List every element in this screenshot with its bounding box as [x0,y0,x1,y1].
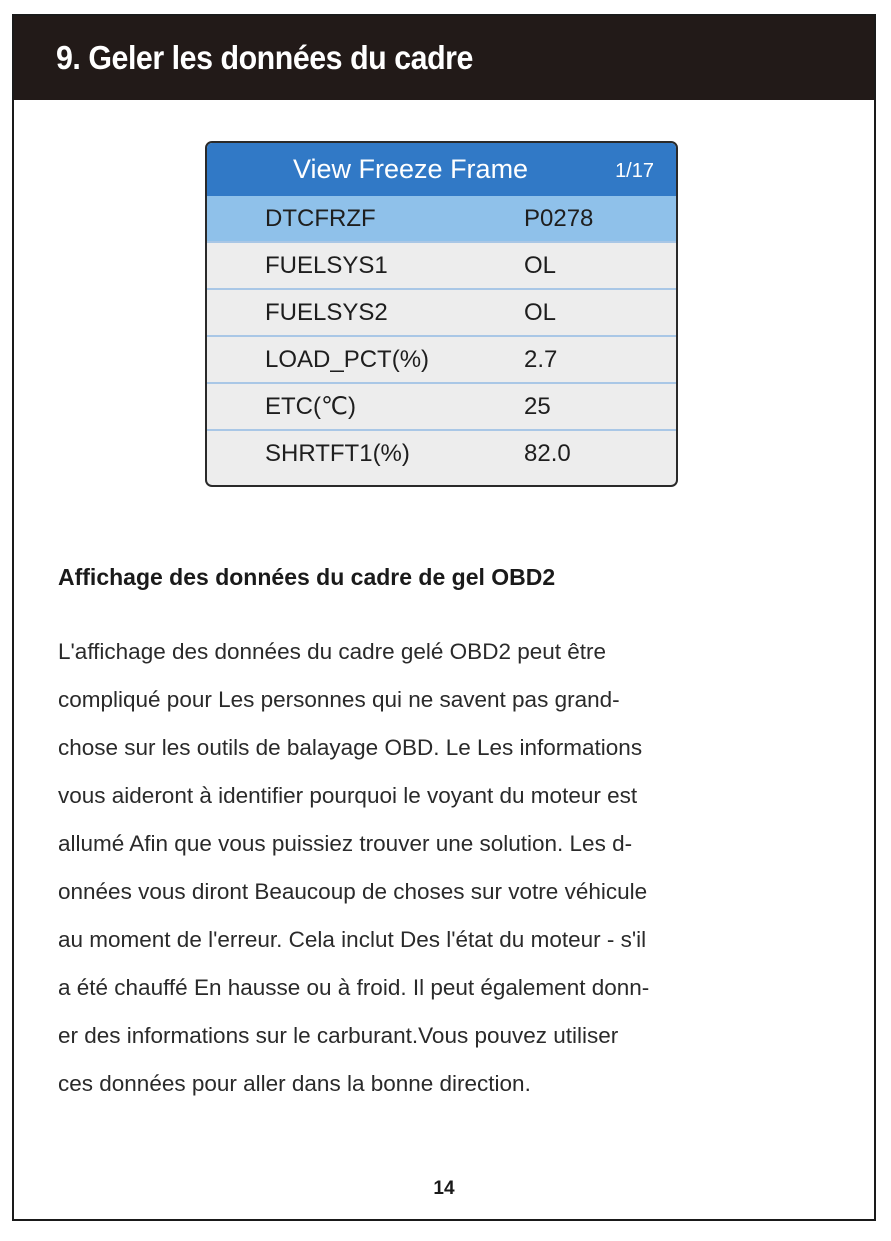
freeze-frame-row-etc[interactable] [207,384,676,431]
article-body [58,628,838,1108]
screen-title: View Freeze Frame [293,154,529,184]
row-value: OL [524,299,557,326]
body-line: ces données pour aller dans la bonne direction. [58,1071,531,1096]
row-value: OL [524,252,557,279]
freeze-frame-row-fuelsys1[interactable] [207,243,676,290]
section-title: 9. Geler les données du cadre [56,39,473,76]
section-header [14,16,874,100]
body-line: onnées vous diront Beaucoup de choses sur votre véhicule [58,879,648,904]
body-line: allumé Afin que vous puissiez trouver une solution. Les d- [58,831,633,856]
manual-page [12,14,876,1221]
row-label: DTCFRZF [265,205,376,232]
body-line: er des informations sur le carburant.Vous pouvez utiliser [58,1023,619,1048]
row-value: 82.0 [524,440,571,467]
body-line: chose sur les outils de balayage OBD. Le Les informations [58,735,643,760]
row-label: FUELSYS1 [265,252,388,279]
body-line: compliqué pour Les personnes qui ne savent pas grand- [58,687,620,712]
row-label: LOAD_PCT(%) [265,346,430,373]
freeze-frame-row-shrtft1[interactable] [207,431,676,478]
screen-titlebar [207,143,676,196]
row-label: FUELSYS2 [265,299,388,326]
freeze-frame-list [207,196,676,478]
row-value: 2.7 [524,346,558,373]
body-line: L'affichage des données du cadre gelé OBD2 peut être [58,639,607,664]
row-label: SHRTFT1(%) [265,440,410,467]
freeze-frame-row-fuelsys2[interactable] [207,290,676,337]
freeze-frame-screen [205,141,678,487]
article-heading: Affichage des données du cadre de gel OBD2 [58,564,556,590]
freeze-frame-row-load-pct[interactable] [207,337,676,384]
screen-page-indicator: 1/17 [615,160,654,182]
freeze-frame-row-dtcfrzf[interactable] [207,196,676,243]
body-line: vous aideront à identifier pourquoi le voyant du moteur est [58,783,638,808]
row-label: ETC(℃) [265,393,356,420]
row-value: P0278 [524,205,594,232]
page-number: 14 [433,1178,455,1199]
body-line: a été chauffé En hausse ou à froid. Il peut également donn- [58,975,650,1000]
body-line: au moment de l'erreur. Cela inclut Des l'état du moteur - s'il [58,927,647,952]
row-value: 25 [524,393,551,420]
